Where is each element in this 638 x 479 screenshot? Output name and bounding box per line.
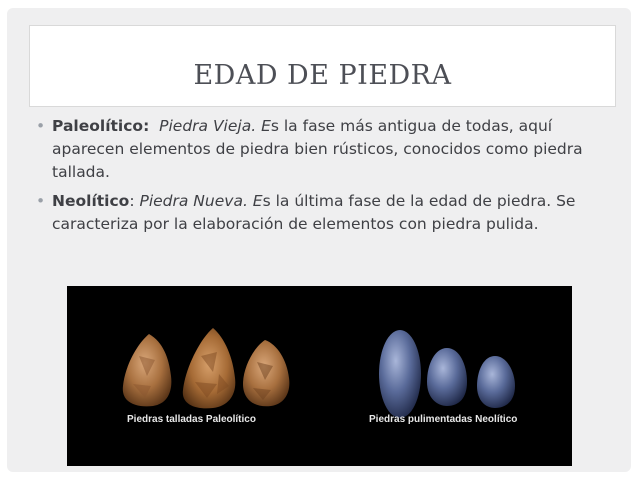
- stone-tools-illustration: [67, 286, 572, 466]
- neolithic-stones: [379, 330, 515, 418]
- bullet-paleolitico: [36, 115, 606, 184]
- bullet-gap: [149, 117, 159, 135]
- paleolithic-stones: [123, 328, 290, 408]
- bullet-list: [36, 115, 606, 242]
- caption-paleolitico: Piedras talladas Paleolítico: [127, 414, 256, 425]
- bullet-term: Paleolítico:: [52, 117, 150, 135]
- title-box: [29, 25, 616, 107]
- bullet-colon: :: [129, 192, 140, 210]
- caption-neolitico: Piedras pulimentadas Neolítico: [369, 414, 518, 425]
- stone-pulida-2: [427, 348, 467, 406]
- bullet-italic-e: E: [256, 117, 271, 135]
- stone-tools-image: [67, 286, 572, 466]
- slide: [7, 8, 631, 472]
- bullet-neolitico: [36, 190, 606, 236]
- slide-title: EDAD DE PIEDRA: [193, 60, 452, 91]
- bullet-text: s la fase más antigua de todas, aquí aparecen elementos de piedra bien rústicos, conocidos como piedra tallada.: [52, 117, 583, 181]
- bullet-text: s la última fase de la edad de piedra. Se caracteriza por la elaboración de elementos con piedra pulida.: [52, 192, 576, 233]
- bullet-italic: Piedra Vieja.: [159, 117, 257, 135]
- bullet-term: Neolítico: [52, 192, 130, 210]
- bullet-italic-e: . E: [242, 192, 263, 210]
- bullet-marker: •: [36, 117, 46, 135]
- bullet-italic: Piedra Nueva: [139, 192, 243, 210]
- stone-pulida-3: [477, 356, 515, 408]
- stone-tallada-2: [183, 328, 235, 408]
- stone-pulida-1: [379, 330, 421, 418]
- bullet-marker: •: [36, 192, 46, 210]
